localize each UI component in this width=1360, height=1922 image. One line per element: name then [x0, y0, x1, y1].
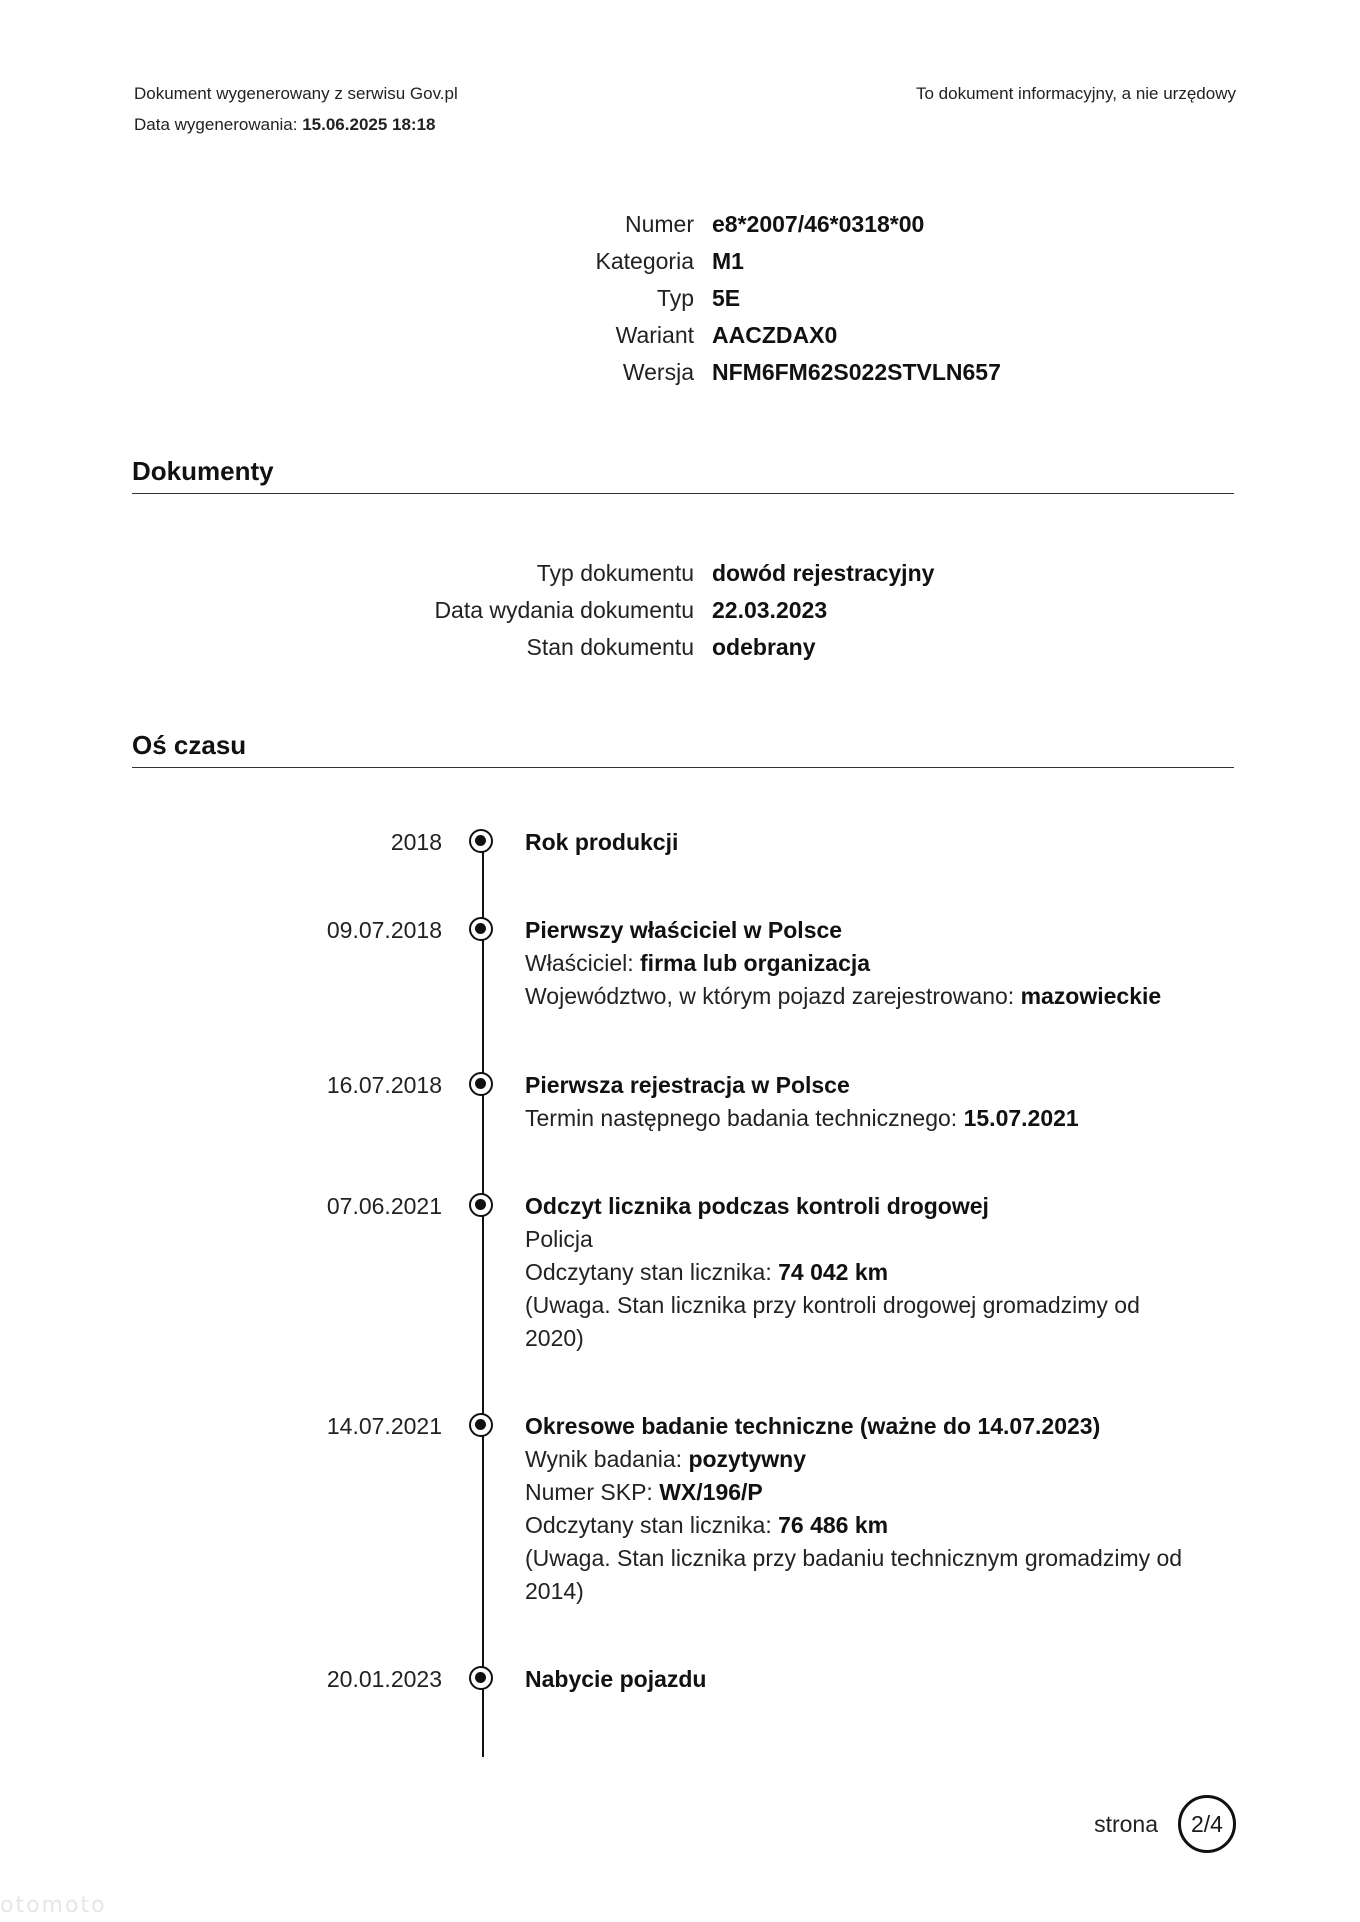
vehicle-value: e8*2007/46*0318*00	[712, 211, 925, 237]
event-detail-value: 76 486 km	[778, 1512, 889, 1538]
section-title-timeline: Oś czasu	[132, 730, 1234, 768]
document-details	[132, 555, 934, 666]
vehicle-row	[132, 243, 1001, 280]
document-label: Stan dokumentu	[526, 634, 694, 660]
event-detail-label: Wynik badania:	[525, 1446, 689, 1472]
event-detail: Policja	[525, 1226, 593, 1252]
vehicle-label: Kategoria	[595, 248, 694, 274]
event-detail	[525, 1476, 1185, 1509]
vehicle-value: NFM6FM62S022STVLN657	[712, 359, 1001, 385]
event-detail	[525, 980, 1185, 1013]
event-note: (Uwaga. Stan licznika przy kontroli drogowej gromadzimy od 2020)	[525, 1292, 1140, 1351]
event-date: 16.07.2018	[326, 1072, 442, 1098]
event-title: Nabycie pojazdu	[525, 1666, 707, 1692]
event-body	[525, 1190, 1185, 1355]
event-date: 2018	[390, 829, 442, 855]
vehicle-label: Typ	[656, 285, 694, 311]
vehicle-value: M1	[712, 248, 744, 274]
vehicle-value: 5E	[712, 285, 741, 311]
event-detail	[525, 1443, 1185, 1476]
watermark-logo: otomoto	[0, 1893, 107, 1918]
vehicle-label: Wariant	[615, 322, 694, 348]
timeline-marker-icon	[469, 1413, 493, 1437]
event-date: 07.06.2021	[326, 1193, 442, 1219]
vehicle-label: Wersja	[622, 359, 694, 385]
vehicle-row	[132, 280, 1001, 317]
event-detail-value: 15.07.2021	[963, 1105, 1079, 1131]
document-label: Typ dokumentu	[536, 560, 694, 586]
event-detail-label: Odczytany stan licznika:	[525, 1512, 779, 1538]
generated-source: Dokument wygenerowany z serwisu Gov.pl	[134, 84, 458, 103]
section-title-documents: Dokumenty	[132, 456, 1234, 494]
vehicle-row	[132, 317, 1001, 354]
event-detail	[525, 1102, 1185, 1135]
event-date: 14.07.2021	[326, 1413, 442, 1439]
event-detail-label: Województwo, w którym pojazd zarejestrowano:	[525, 983, 1021, 1009]
event-note: (Uwaga. Stan licznika przy badaniu technicznym gromadzimy od 2014)	[525, 1545, 1183, 1604]
event-title: Pierwszy właściciel w Polsce	[525, 917, 843, 943]
event-detail	[525, 1509, 1185, 1542]
event-body	[525, 826, 1185, 859]
document-value: dowód rejestracyjny	[712, 560, 935, 586]
document-value: odebrany	[712, 634, 816, 660]
page-footer	[1094, 1795, 1236, 1853]
document-value: 22.03.2023	[712, 597, 828, 623]
timeline-marker-icon	[469, 1666, 493, 1690]
event-detail-value: 74 042 km	[778, 1259, 889, 1285]
event-detail	[525, 947, 1185, 980]
document-label: Data wydania dokumentu	[434, 597, 694, 623]
vehicle-row	[132, 206, 1001, 243]
event-detail-value: firma lub organizacja	[640, 950, 871, 976]
vehicle-value: AACZDAX0	[712, 322, 838, 348]
timeline-marker-icon	[469, 1072, 493, 1096]
event-title: Odczyt licznika podczas kontroli drogowej	[525, 1193, 989, 1219]
header-generated-info	[134, 78, 458, 140]
generated-date-label: Data wygenerowania:	[134, 115, 298, 134]
generated-date	[134, 109, 458, 140]
timeline-marker-icon	[469, 1193, 493, 1217]
event-body	[525, 1410, 1185, 1608]
event-title: Rok produkcji	[525, 829, 679, 855]
document-row	[132, 629, 934, 666]
vehicle-details	[132, 206, 1001, 391]
event-body	[525, 914, 1185, 1013]
timeline-marker-icon	[469, 829, 493, 853]
page-label: strona	[1094, 1810, 1158, 1837]
event-detail-label: Numer SKP:	[525, 1479, 660, 1505]
event-title: Okresowe badanie techniczne (ważne do 14.07.2023)	[525, 1413, 1101, 1439]
document-row	[132, 555, 934, 592]
event-body	[525, 1663, 1185, 1696]
timeline-marker-icon	[469, 917, 493, 941]
event-detail-label: Termin następnego badania technicznego:	[525, 1105, 964, 1131]
event-title: Pierwsza rejestracja w Polsce	[525, 1072, 850, 1098]
event-body	[525, 1069, 1185, 1135]
event-detail	[525, 1256, 1185, 1289]
event-date: 09.07.2018	[326, 917, 442, 943]
event-detail-value: pozytywny	[688, 1446, 807, 1472]
page-number: 2/4	[1178, 1795, 1236, 1853]
header-disclaimer: To dokument informacyjny, a nie urzędowy	[915, 84, 1236, 103]
vehicle-row	[132, 354, 1001, 391]
generated-date-value: 15.06.2025 18:18	[302, 115, 436, 134]
event-detail-label: Odczytany stan licznika:	[525, 1259, 779, 1285]
event-date: 20.01.2023	[326, 1666, 442, 1692]
event-detail-value: WX/196/P	[659, 1479, 763, 1505]
event-detail-value: mazowieckie	[1020, 983, 1162, 1009]
event-detail-label: Właściciel:	[525, 950, 641, 976]
vehicle-label: Numer	[624, 211, 694, 237]
document-row	[132, 592, 934, 629]
timeline-axis	[482, 842, 484, 1757]
